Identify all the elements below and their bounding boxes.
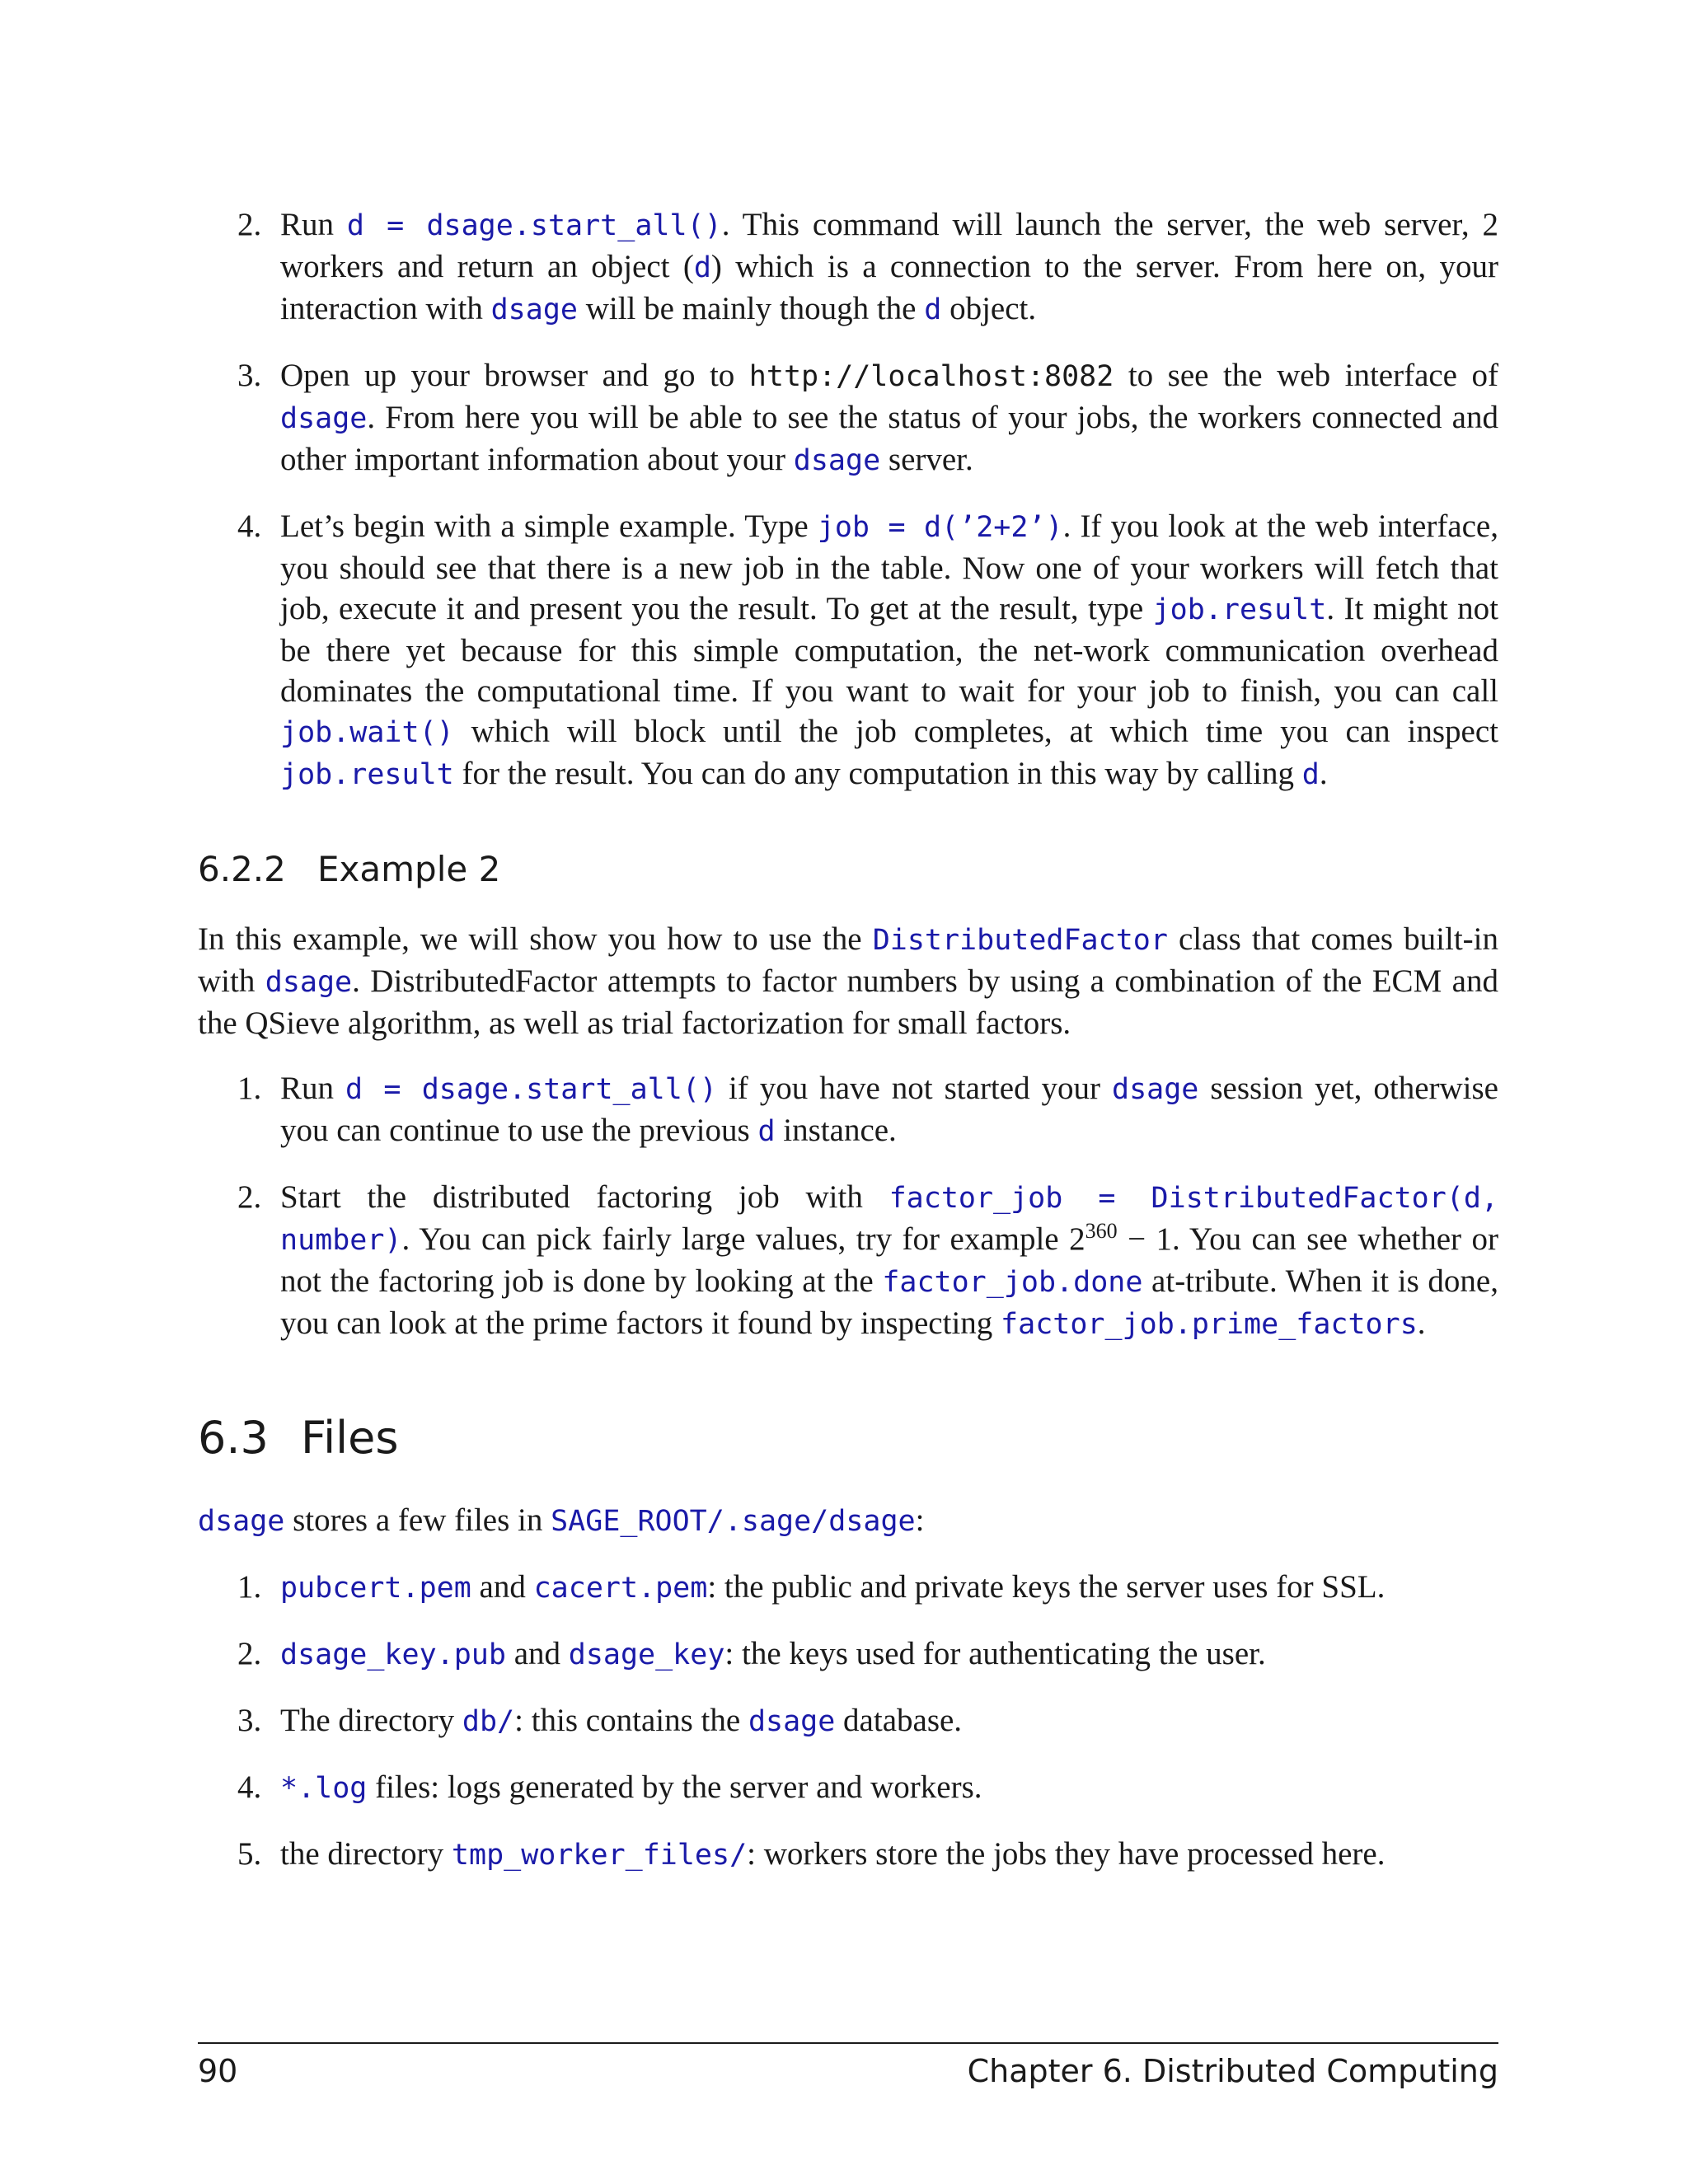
text-run: In this example, we will show you how to use the xyxy=(198,921,873,957)
code-inline: dsage xyxy=(265,966,353,999)
page-number: 90 xyxy=(198,2053,238,2089)
code-inline: d = dsage.start_all() xyxy=(346,209,722,242)
subsection-heading xyxy=(198,845,1498,894)
list-item xyxy=(198,204,1498,330)
code-inline: job.wait() xyxy=(280,716,454,749)
list-item xyxy=(198,1177,1498,1345)
text-run: ) which is a connection to the server. From here on, your interaction with xyxy=(280,249,1498,326)
url-text: http://localhost:8082 xyxy=(748,360,1114,393)
list-item-number: 1. xyxy=(237,1569,262,1605)
list-item xyxy=(198,1700,1498,1742)
code-inline: d xyxy=(757,1115,776,1148)
superscript: 360 xyxy=(1085,1219,1118,1243)
text-run: . This command will launch the server, the web server, 2 workers and return an object ( xyxy=(280,207,1498,284)
code-inline: dsage xyxy=(280,402,368,435)
text-run: files: logs generated by the server and workers. xyxy=(367,1769,982,1805)
section-number: 6.3 xyxy=(198,1412,269,1464)
text-run: − 1. You can see whether or not the factoring job is done by looking at the xyxy=(280,1221,1498,1299)
code-inline: factor_job.done xyxy=(882,1266,1143,1299)
list-item-number: 3. xyxy=(237,358,262,393)
code-inline: dsage_key.pub xyxy=(280,1638,506,1671)
text-run: class that comes built-in with xyxy=(198,921,1498,999)
text-run: stores a few files in xyxy=(284,1502,551,1538)
code-inline: DistributedFactor xyxy=(872,924,1168,957)
list-2 xyxy=(198,1068,1498,1345)
text-run: object. xyxy=(941,291,1037,326)
list-item-number: 2. xyxy=(237,207,262,242)
text-run: session yet, otherwise you can continue to use the previous xyxy=(280,1071,1498,1148)
text-run: The directory xyxy=(280,1703,462,1738)
text-run: will be mainly though the xyxy=(577,291,925,326)
code-inline: job.result xyxy=(1152,593,1327,626)
list-item xyxy=(198,355,1498,481)
text-run: . DistributedFactor attempts to factor numbers by using a combination of the ECM and the QSieve algorithm, as well as trial factorization for small factors. xyxy=(198,963,1498,1041)
text-run: : workers store the jobs they have processed here. xyxy=(747,1836,1386,1872)
code-inline: job = d(’2+2’) xyxy=(817,511,1063,544)
text-run: for the result. You can do any computation in this way by calling xyxy=(453,756,1302,791)
text-run: to see the web interface of xyxy=(1114,358,1498,393)
list-item xyxy=(198,1633,1498,1675)
text-run: . xyxy=(1319,756,1328,791)
list-1 xyxy=(198,204,1498,795)
code-inline: d = dsage.start_all() xyxy=(345,1073,717,1106)
text-run: server. xyxy=(880,442,973,477)
text-run: database. xyxy=(835,1703,963,1738)
section-heading xyxy=(198,1409,1498,1467)
text-run: Open up your browser and go to xyxy=(280,358,749,393)
subsection-number: 6.2.2 xyxy=(198,849,286,889)
text-run: Let’s begin with a simple example. Type xyxy=(280,509,818,544)
list-item-number: 4. xyxy=(237,1769,262,1805)
code-inline: dsage xyxy=(490,293,578,326)
code-inline: dsage xyxy=(793,444,881,477)
code-inline: factor_job.prime_factors xyxy=(1001,1308,1418,1341)
text-run: if you have not started your xyxy=(716,1071,1113,1106)
text-run: Start the distributed factoring job with xyxy=(280,1179,889,1215)
code-inline: tmp_worker_files/ xyxy=(451,1839,748,1872)
code-inline: SAGE_ROOT/.sage/dsage xyxy=(551,1505,916,1538)
text-run: the directory xyxy=(280,1836,452,1872)
list-item-number: 3. xyxy=(237,1703,262,1738)
subsection-title: Example 2 xyxy=(317,849,501,889)
page-body xyxy=(198,204,1498,1900)
text-run: : this contains the xyxy=(514,1703,748,1738)
list-item-number: 1. xyxy=(237,1071,262,1106)
code-inline: dsage xyxy=(748,1705,836,1738)
text-run: . xyxy=(1417,1305,1426,1341)
paragraph-1 xyxy=(198,919,1498,1043)
section-title: Files xyxy=(301,1412,399,1464)
code-inline: dsage xyxy=(198,1505,285,1538)
list-3 xyxy=(198,1567,1498,1876)
text-run: . From here you will be able to see the status of your jobs, the workers connected and other important information about your xyxy=(280,400,1498,477)
list-item-number: 2. xyxy=(237,1636,262,1671)
code-inline: d xyxy=(1301,758,1320,791)
code-inline: dsage xyxy=(1112,1073,1199,1106)
text-run: : the keys used for authenticating the user. xyxy=(724,1636,1266,1671)
code-inline: d xyxy=(924,293,942,326)
chapter-title: Chapter 6. Distributed Computing xyxy=(967,2053,1498,2089)
code-inline: dsage_key xyxy=(568,1638,725,1671)
text-run: and xyxy=(505,1636,569,1671)
code-inline: job.result xyxy=(280,758,454,791)
text-run: . If you look at the web interface, you should see that there is a new job in the table. Now one of your workers will fetch that job, execute it and present you the result. To get at the result, type xyxy=(280,509,1498,626)
text-run: : the public and private keys the server uses for SSL. xyxy=(707,1569,1386,1605)
code-inline: db/ xyxy=(462,1705,515,1738)
text-run: and xyxy=(471,1569,534,1605)
footer-rule xyxy=(198,2042,1498,2044)
list-item-number: 2. xyxy=(237,1179,262,1215)
text-run: . You can pick fairly large values, try for example 2 xyxy=(401,1221,1085,1257)
list-item xyxy=(198,506,1498,795)
text-run: at-tribute. When it is done, you can look at the prime factors it found by inspecting xyxy=(280,1263,1498,1341)
list-item xyxy=(198,1068,1498,1152)
text-run: which will block until the job completes, at which time you can inspect xyxy=(453,714,1498,749)
code-inline: d xyxy=(693,251,711,284)
list-item-number: 4. xyxy=(237,509,262,544)
text-run: : xyxy=(915,1502,925,1538)
list-item xyxy=(198,1767,1498,1809)
text-run: Run xyxy=(280,1071,345,1106)
list-item xyxy=(198,1834,1498,1876)
text-run: Run xyxy=(280,207,347,242)
text-run: . It might not be there yet because for this simple computation, the net-work communication overhead dominates the computational time. If you want to wait for your job to finish, you can call xyxy=(280,591,1498,709)
code-inline: pubcert.pem xyxy=(280,1572,471,1605)
list-item-number: 5. xyxy=(237,1836,262,1872)
list-item xyxy=(198,1567,1498,1609)
code-inline: factor_job = DistributedFactor(d, number) xyxy=(280,1182,1498,1257)
paragraph-2 xyxy=(198,1500,1498,1542)
text-run: instance. xyxy=(775,1113,897,1148)
code-inline: *.log xyxy=(280,1772,368,1805)
code-inline: cacert.pem xyxy=(533,1572,708,1605)
